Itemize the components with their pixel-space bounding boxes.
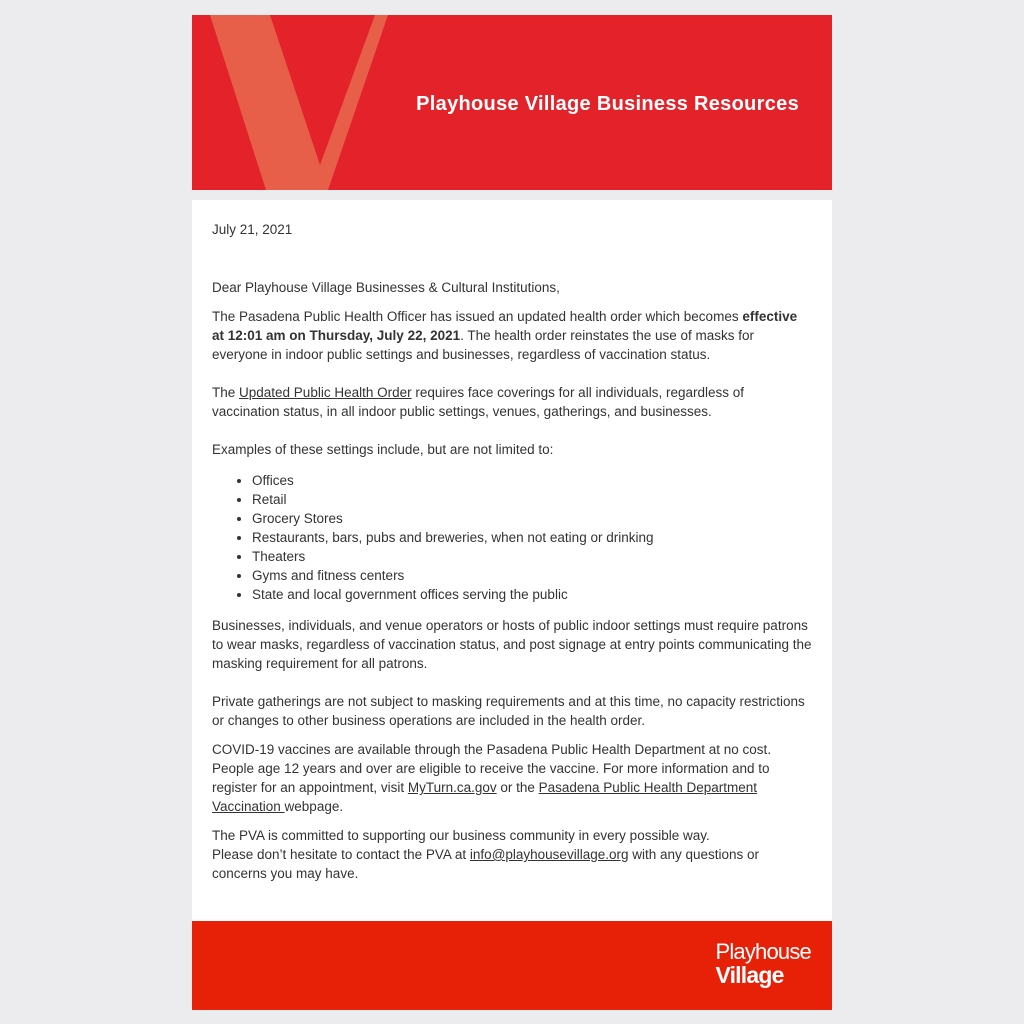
letter-date: July 21, 2021	[212, 222, 293, 237]
logo-bottom-text: Village	[715, 962, 784, 988]
text: The Pasadena Public Health Officer has issued an updated health order which becomes	[212, 309, 743, 324]
footer-banner	[192, 921, 832, 1010]
text: COVID-19 vaccines are available through the Pasadena Public Health Department at no cost. People age 12 years and over are eligible to receive the vaccine. For more information and to register for an appointment, visit	[212, 742, 772, 795]
email-container	[192, 15, 832, 1010]
vaccination-webpage-link[interactable]: Pasadena Public Health Department Vaccination	[212, 780, 758, 814]
myturn-link[interactable]: MyTurn.ca.gov	[407, 780, 497, 795]
text: requires face coverings for all individuals, regardless of vaccination status, in all indoor public settings, venues, gatherings, and businesses.	[212, 385, 745, 419]
header-title: Playhouse Village Business Resources	[416, 93, 799, 115]
list-item: • Theaters	[252, 547, 812, 566]
list-item: • State and local government offices serving the public	[252, 585, 812, 604]
paragraph-vaccines	[212, 740, 812, 816]
text: The	[212, 385, 240, 400]
effective-date: effective at 12:01 am on Thursday, July 22, 2021	[212, 309, 798, 343]
list-item: • Grocery Stores	[252, 509, 812, 528]
paragraph-face-coverings	[212, 383, 812, 421]
letter-body	[192, 200, 832, 921]
list-item: • Restaurants, bars, pubs and breweries, when not eating or drinking	[252, 528, 812, 547]
text: . The health order reinstates the use of masks for everyone in indoor public settings and businesses, regardless of vaccination status.	[212, 328, 755, 362]
settings-list	[212, 471, 812, 604]
updated-health-order-link[interactable]: Updated Public Health Order	[239, 385, 412, 400]
header-banner	[192, 15, 832, 190]
logo-top-text: Playhouse	[715, 939, 811, 964]
text: The PVA is committed to supporting our business community in every possible way.	[212, 828, 710, 843]
text: webpage.	[284, 799, 344, 814]
text: or the	[496, 780, 539, 795]
paragraph-health-order	[212, 307, 812, 364]
letter-greeting: Dear Playhouse Village Businesses & Cultural Institutions,	[212, 280, 560, 295]
text: Please don’t hesitate to contact the PVA at	[212, 847, 470, 862]
list-item: • Retail	[252, 490, 812, 509]
paragraph-closing	[212, 826, 812, 883]
list-item: • Gyms and fitness centers	[252, 566, 812, 585]
paragraph-examples: Examples of these settings include, but are not limited to:	[212, 442, 554, 457]
text: with any questions or concerns you may have.	[212, 847, 760, 881]
email-link[interactable]: info@playhousevillage.org	[469, 847, 629, 862]
paragraph-requirements: Businesses, individuals, and venue operators or hosts of public indoor settings must require patrons to wear masks, regardless of vaccination status, and post signage at entry points communicating the masking requirement for all patrons.	[212, 618, 812, 671]
list-item: • Offices	[252, 471, 812, 490]
paragraph-private-gatherings: Private gatherings are not subject to masking requirements and at this time, no capacity restrictions or changes to other business operations are included in the health order.	[212, 694, 805, 728]
playhouse-village-logo	[715, 941, 811, 987]
header-gap	[192, 190, 832, 200]
